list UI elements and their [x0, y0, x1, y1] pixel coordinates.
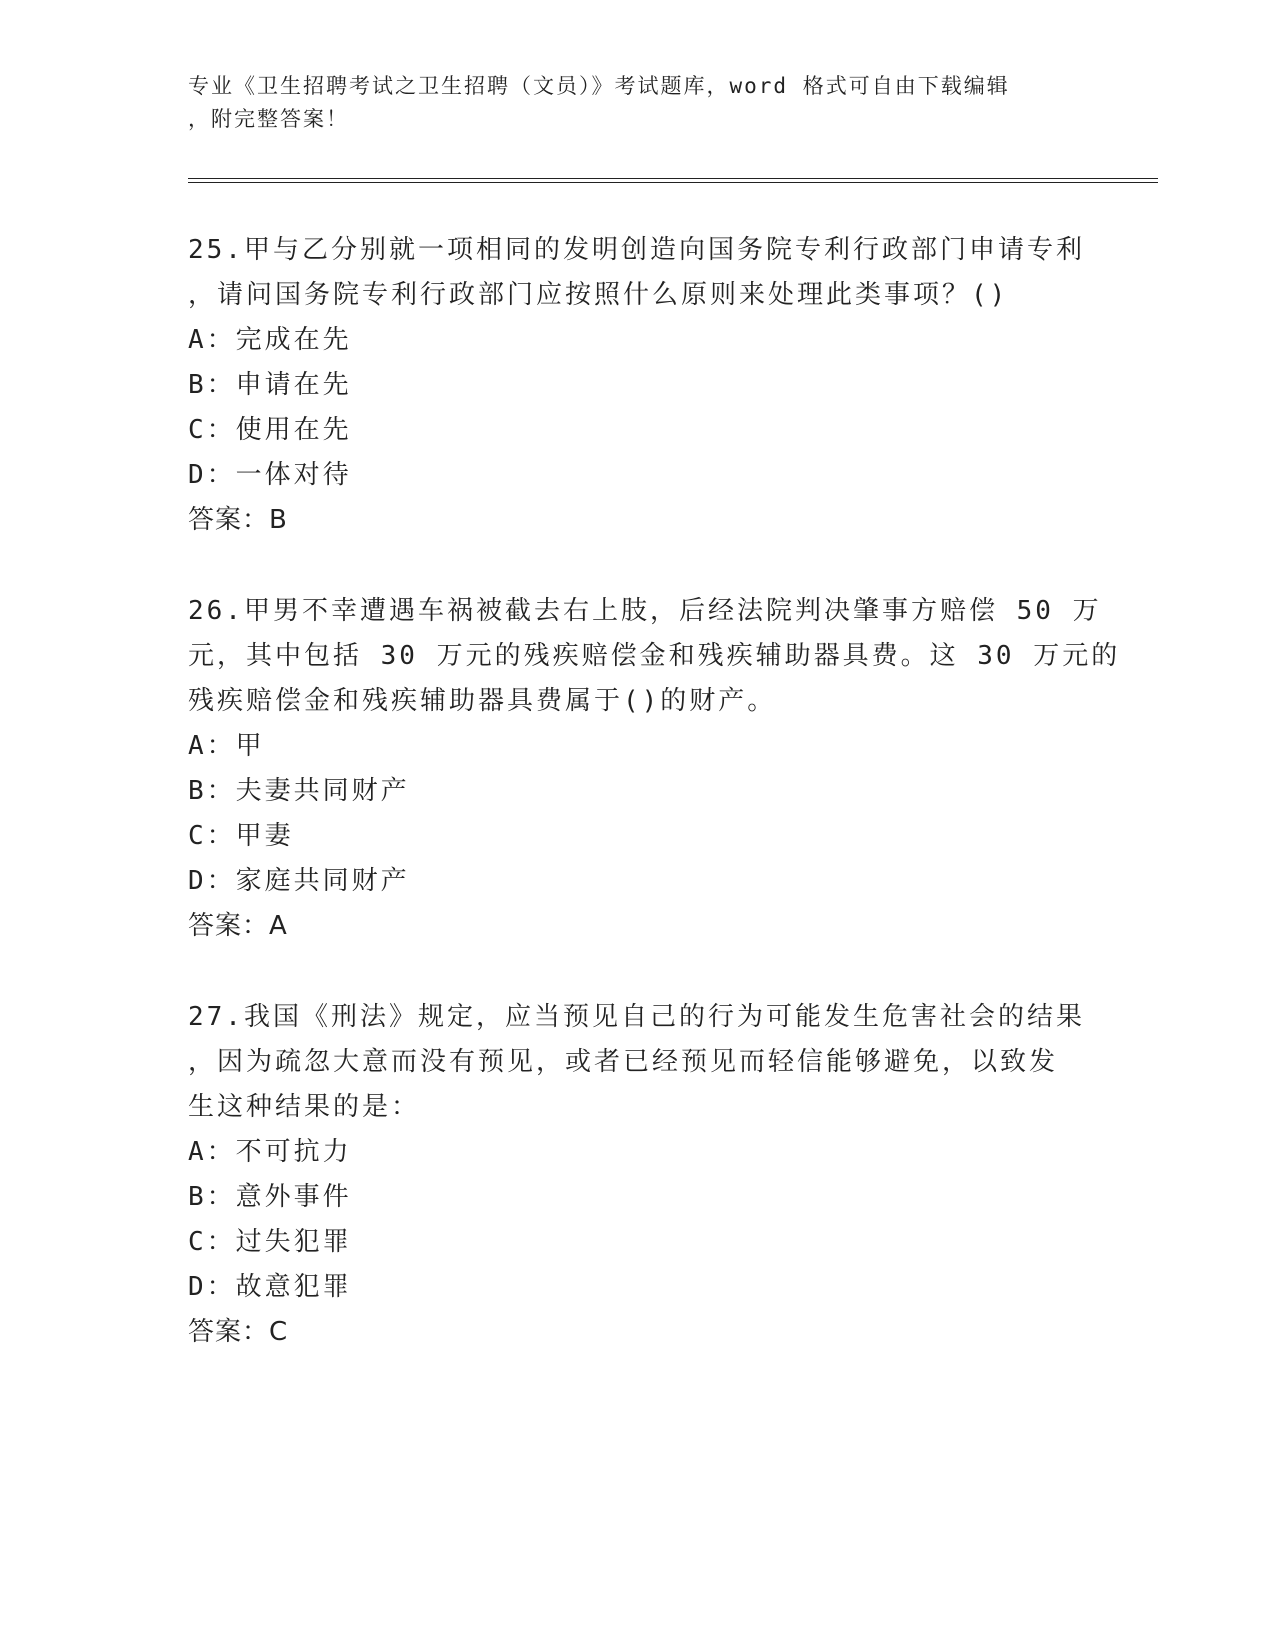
- question-25: [188, 228, 1088, 543]
- question-text: 25.甲与乙分别就一项相同的发明创造向国务院专利行政部门申请专利: [188, 235, 1085, 265]
- document-header: [188, 70, 1068, 136]
- divider: [188, 178, 1158, 179]
- question-text: ，请问国务院专利行政部门应按照什么原则来处理此类事项？(): [188, 280, 1009, 310]
- answer-label: 答案：: [188, 1317, 270, 1347]
- option-a: A：完成在先: [188, 325, 352, 355]
- option-a: A：不可抗力: [188, 1137, 352, 1167]
- question-text: 27.我国《刑法》规定，应当预见自己的行为可能发生危害社会的结果: [188, 1002, 1085, 1032]
- answer-value: B: [269, 505, 288, 535]
- option-a: A：甲: [188, 731, 265, 761]
- option-d: D：一体对待: [188, 460, 352, 490]
- question-text: 残疾赔偿金和残疾辅助器具费属于()的财产。: [188, 686, 777, 716]
- header-line: ，附完整答案！: [188, 107, 349, 131]
- option-c: C：甲妻: [188, 821, 294, 851]
- question-text: 生这种结果的是：: [188, 1092, 421, 1122]
- answer: [188, 498, 1088, 543]
- option-b: B：申请在先: [188, 370, 352, 400]
- option-b: B：夫妻共同财产: [188, 776, 410, 806]
- question-text: 26.甲男不幸遭遇车祸被截去右上肢，后经法院判决肇事方赔偿 50 万: [188, 596, 1102, 626]
- question-27: [188, 995, 1088, 1355]
- question-text: ，因为疏忽大意而没有预见，或者已经预见而轻信能够避免，以致发: [188, 1047, 1059, 1077]
- question-text: 元，其中包括 30 万元的残疾赔偿金和残疾辅助器具费。这 30 万元的: [188, 641, 1121, 671]
- option-c: C：过失犯罪: [188, 1227, 352, 1257]
- answer: [188, 1310, 1088, 1355]
- divider: [188, 182, 1158, 183]
- header-line: 专业《卫生招聘考试之卫生招聘（文员）》考试题库，word 格式可自由下载编辑: [188, 74, 1010, 98]
- answer-value: C: [269, 1317, 289, 1347]
- header-double-rule: [188, 178, 1158, 184]
- option-d: D：家庭共同财产: [188, 866, 410, 896]
- question-26: [188, 589, 1121, 949]
- option-d: D：故意犯罪: [188, 1272, 352, 1302]
- option-c: C：使用在先: [188, 415, 352, 445]
- answer-label: 答案：: [188, 911, 270, 941]
- answer-value: A: [269, 911, 288, 941]
- answer-label: 答案：: [188, 505, 270, 535]
- answer: [188, 904, 1088, 949]
- option-b: B：意外事件: [188, 1182, 352, 1212]
